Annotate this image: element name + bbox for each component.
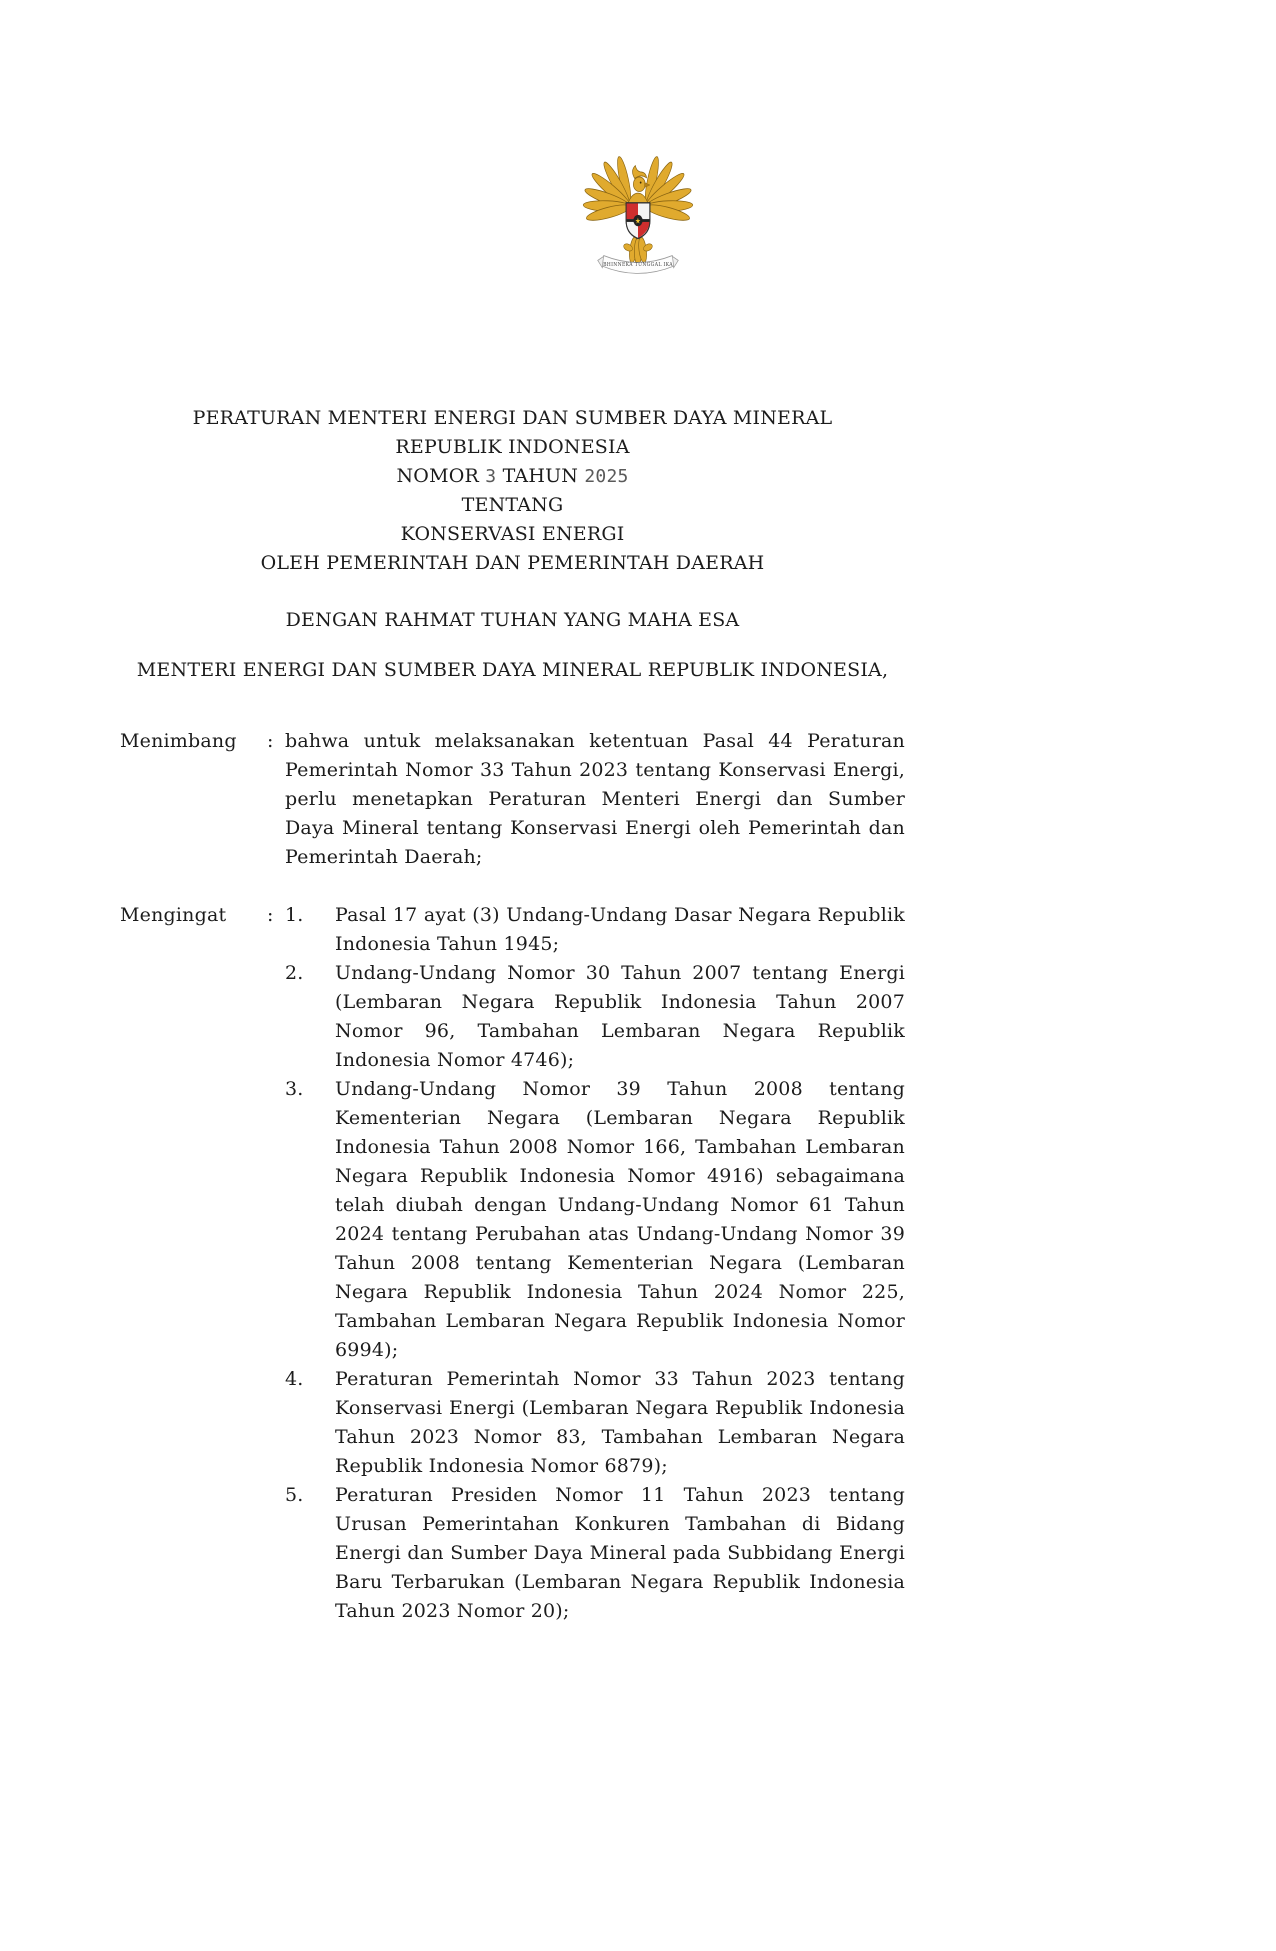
mengingat-item-text: Peraturan Presiden Nomor 11 Tahun 2023 tentang Urusan Pemerintahan Konkuren Tambahan di Bidang Energi dan Sumber Daya Mineral pada Subbidang Energi Baru Terbarukan (Lembaran Negara Republik Indonesia Tahun 2023 Nomor 20); — [335, 1484, 905, 1622]
menimbang-block — [120, 727, 905, 872]
shield-star-icon: ★ — [635, 215, 641, 226]
minister-line: MENTERI ENERGI DAN SUMBER DAYA MINERAL REPUBLIK INDONESIA, — [136, 659, 889, 681]
menimbang-label: Menimbang — [120, 730, 237, 752]
menimbang-text: bahwa untuk melaksanakan ketentuan Pasal 44 Peraturan Pemerintah Nomor 33 Tahun 2023 tentang Konservasi Energi, perlu menetapkan Peraturan Menteri Energi dan Sumber Daya Mineral tentang Konservasi Energi oleh Pemerintah dan Pemerintah Daerah; — [285, 730, 905, 868]
garuda-pancasila-emblem — [572, 138, 704, 292]
mengingat-item — [285, 901, 905, 959]
mengingat-item-number: 1. — [285, 904, 304, 926]
mengingat-item-number: 3. — [285, 1078, 304, 1100]
mengingat-block — [120, 901, 905, 1626]
mengingat-item-text: Pasal 17 ayat (3) Undang-Undang Dasar Negara Republik Indonesia Tahun 1945; — [335, 904, 905, 955]
mengingat-item-number: 5. — [285, 1484, 304, 1506]
title-subject-1: KONSERVASI ENERGI — [400, 523, 625, 545]
nomor-value: 3 — [485, 466, 497, 487]
mengingat-item-text: Peraturan Pemerintah Nomor 33 Tahun 2023 tentang Konservasi Energi (Lembaran Negara Republik Indonesia Tahun 2023 Nomor 83, Tambahan Lembaran Negara Republik Indonesia Nomor 6879); — [335, 1368, 905, 1477]
tahun-word: TAHUN — [502, 465, 579, 487]
mengingat-item — [285, 959, 905, 1075]
title-tentang: TENTANG — [461, 494, 564, 516]
mengingat-list — [285, 901, 905, 1626]
nomor-word: NOMOR — [396, 465, 480, 487]
menimbang-colon: : — [267, 730, 274, 752]
mengingat-item — [285, 1481, 905, 1626]
rahmat-line: DENGAN RAHMAT TUHAN YANG MAHA ESA — [285, 609, 740, 631]
mengingat-colon: : — [267, 904, 274, 926]
mengingat-item-text: Undang-Undang Nomor 30 Tahun 2007 tentang Energi (Lembaran Negara Republik Indonesia Tahun 2007 Nomor 96, Tambahan Lembaran Negara Republik Indonesia Nomor 4746); — [335, 962, 905, 1071]
tahun-value: 2025 — [584, 466, 629, 487]
garuda-pancasila-icon — [572, 138, 704, 288]
document-content — [120, 404, 905, 1626]
mengingat-item — [285, 1365, 905, 1481]
title-line-2: REPUBLIK INDONESIA — [395, 436, 630, 458]
emblem-motto: BHINNEKA TUNGGAL IKA — [603, 261, 673, 269]
title-nomor-line — [120, 462, 905, 491]
mengingat-item — [285, 1075, 905, 1365]
mengingat-item-text: Undang-Undang Nomor 39 Tahun 2008 tentang Kementerian Negara (Lembaran Negara Republik Indonesia Tahun 2008 Nomor 166, Tambahan Lembaran Negara Republik Indonesia Nomor 4916) sebagaimana telah diubah dengan Undang-Undang Nomor 61 Tahun 2024 tentang Perubahan atas Undang-Undang Nomor 39 Tahun 2008 tentang Kementerian Negara (Lembaran Negara Republik Indonesia Tahun 2024 Nomor 225, Tambahan Lembaran Negara Republik Indonesia Nomor 6994); — [335, 1078, 905, 1361]
mengingat-item-number: 4. — [285, 1368, 304, 1390]
title-block — [120, 404, 905, 578]
mengingat-label: Mengingat — [120, 904, 227, 926]
mengingat-item-number: 2. — [285, 962, 304, 984]
title-line-1: PERATURAN MENTERI ENERGI DAN SUMBER DAYA MINERAL — [192, 407, 833, 429]
title-subject-2: OLEH PEMERINTAH DAN PEMERINTAH DAERAH — [260, 552, 765, 574]
